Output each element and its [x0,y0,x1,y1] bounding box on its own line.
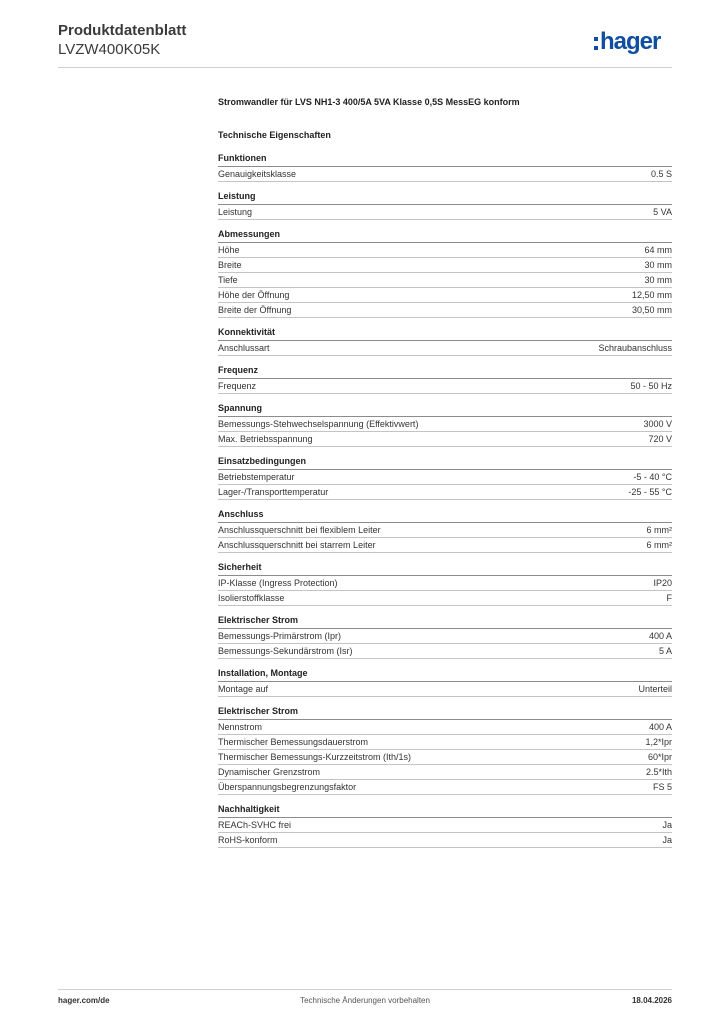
spec-section [218,364,672,394]
spec-label: REACh-SVHC frei [218,820,292,830]
section-title: Nachhaltigkeit [218,803,672,818]
page-footer [58,996,672,1010]
spec-value: Ja [662,835,672,845]
section-title: Anschluss [218,508,672,523]
footer-notice: Technische Änderungen vorbehalten [300,996,430,1005]
spec-row [218,538,672,553]
spec-value: 2.5*Ith [645,767,672,777]
spec-label: RoHS-konform [218,835,278,845]
spec-value: FS 5 [652,782,672,792]
header-divider [58,67,672,68]
spec-label: Isolierstoffklasse [218,593,285,603]
spec-value: -5 - 40 °C [633,472,672,482]
hager-logo [594,28,660,56]
spec-section [218,455,672,500]
spec-value: 30,50 mm [631,305,672,315]
spec-label: Anschlussquerschnitt bei starrem Leiter [218,540,376,550]
spec-label: Anschlussart [218,343,270,353]
main-content [218,96,672,856]
section-title: Konnektivität [218,326,672,341]
spec-section [218,561,672,606]
spec-label: Dynamischer Grenzstrom [218,767,321,777]
section-title: Funktionen [218,152,672,167]
spec-row [218,470,672,485]
spec-value: 400 A [648,722,672,732]
spec-value: Schraubanschluss [598,343,672,353]
spec-row [218,750,672,765]
spec-value: Ja [662,820,672,830]
spec-section [218,803,672,848]
logo-colon-icon [594,37,598,50]
spec-value: 5 A [658,646,672,656]
spec-section [218,614,672,659]
spec-label: Bemessungs-Stehwechselspannung (Effektivwert) [218,419,419,429]
spec-label: Lager-/Transporttemperatur [218,487,329,497]
spec-row [218,765,672,780]
spec-label: Überspannungsbegrenzungsfaktor [218,782,357,792]
spec-label: Bemessungs-Primärstrom (Ipr) [218,631,342,641]
spec-label: Frequenz [218,381,257,391]
section-title: Leistung [218,190,672,205]
spec-row [218,485,672,500]
spec-section [218,508,672,553]
section-title: Abmessungen [218,228,672,243]
spec-row [218,735,672,750]
spec-label: Genauigkeitsklasse [218,169,297,179]
section-title: Installation, Montage [218,667,672,682]
footer-divider [58,989,672,990]
spec-value: 50 - 50 Hz [630,381,672,391]
spec-row [218,341,672,356]
spec-label: Breite [218,260,242,270]
spec-row [218,576,672,591]
spec-value: 30 mm [644,260,672,270]
spec-value: 5 VA [653,207,672,217]
section-title: Frequenz [218,364,672,379]
spec-label: Betriebstemperatur [218,472,295,482]
logo-text: hager [600,28,661,55]
spec-section [218,326,672,356]
spec-row [218,288,672,303]
spec-row [218,205,672,220]
spec-section [218,667,672,697]
spec-section [218,705,672,795]
spec-row [218,644,672,659]
spec-value: Unterteil [638,684,672,694]
footer-website: hager.com/de [58,996,110,1005]
spec-row [218,258,672,273]
spec-row [218,379,672,394]
footer-date: 18.04.2026 [631,996,672,1005]
spec-row [218,167,672,182]
spec-section [218,152,672,182]
spec-value: 12,50 mm [631,290,672,300]
spec-value: 3000 V [643,419,672,429]
spec-row [218,523,672,538]
product-code: LVZW400K05K [58,41,161,58]
spec-label: Anschlussquerschnitt bei flexiblem Leiter [218,525,381,535]
spec-value: 0.5 S [650,169,672,179]
spec-value: 400 A [648,631,672,641]
spec-label: Leistung [218,207,253,217]
spec-row [218,432,672,447]
section-title: Elektrischer Strom [218,614,672,629]
spec-value: -25 - 55 °C [628,487,672,497]
spec-value: 64 mm [644,245,672,255]
spec-row [218,273,672,288]
tech-properties-heading: Technische Eigenschaften [218,130,331,140]
spec-value: 60*Ipr [647,752,672,762]
spec-label: Nennstrom [218,722,263,732]
spec-label: Max. Betriebsspannung [218,434,313,444]
spec-row [218,682,672,697]
spec-label: Montage auf [218,684,269,694]
spec-row [218,818,672,833]
spec-label: Bemessungs-Sekundärstrom (Isr) [218,646,353,656]
spec-value: 1,2*Ipr [645,737,672,747]
spec-section [218,190,672,220]
section-title: Sicherheit [218,561,672,576]
spec-label: IP-Klasse (Ingress Protection) [218,578,338,588]
spec-row [218,629,672,644]
spec-label: Höhe [218,245,240,255]
spec-value: IP20 [653,578,672,588]
spec-value: F [666,593,672,603]
spec-section [218,228,672,318]
document-header [58,22,186,59]
spec-row [218,417,672,432]
spec-label: Breite der Öffnung [218,305,292,315]
spec-section [218,402,672,447]
spec-sections [218,152,672,848]
spec-row [218,303,672,318]
spec-value: 6 mm² [646,525,672,535]
product-description: Stromwandler für LVS NH1-3 400/5A 5VA Klasse 0,5S MessEG konform [218,97,520,107]
spec-value: 720 V [648,434,672,444]
spec-label: Tiefe [218,275,238,285]
spec-row [218,833,672,848]
spec-row [218,780,672,795]
spec-row [218,591,672,606]
document-title: Produktdatenblatt [58,22,187,39]
section-title: Einsatzbedingungen [218,455,672,470]
section-title: Spannung [218,402,672,417]
spec-label: Thermischer Bemessungs-Kurzzeitstrom (Ith/1s) [218,752,412,762]
spec-value: 6 mm² [646,540,672,550]
spec-row [218,720,672,735]
spec-value: 30 mm [644,275,672,285]
section-title: Elektrischer Strom [218,705,672,720]
spec-label: Thermischer Bemessungsdauerstrom [218,737,369,747]
spec-row [218,243,672,258]
spec-label: Höhe der Öffnung [218,290,290,300]
